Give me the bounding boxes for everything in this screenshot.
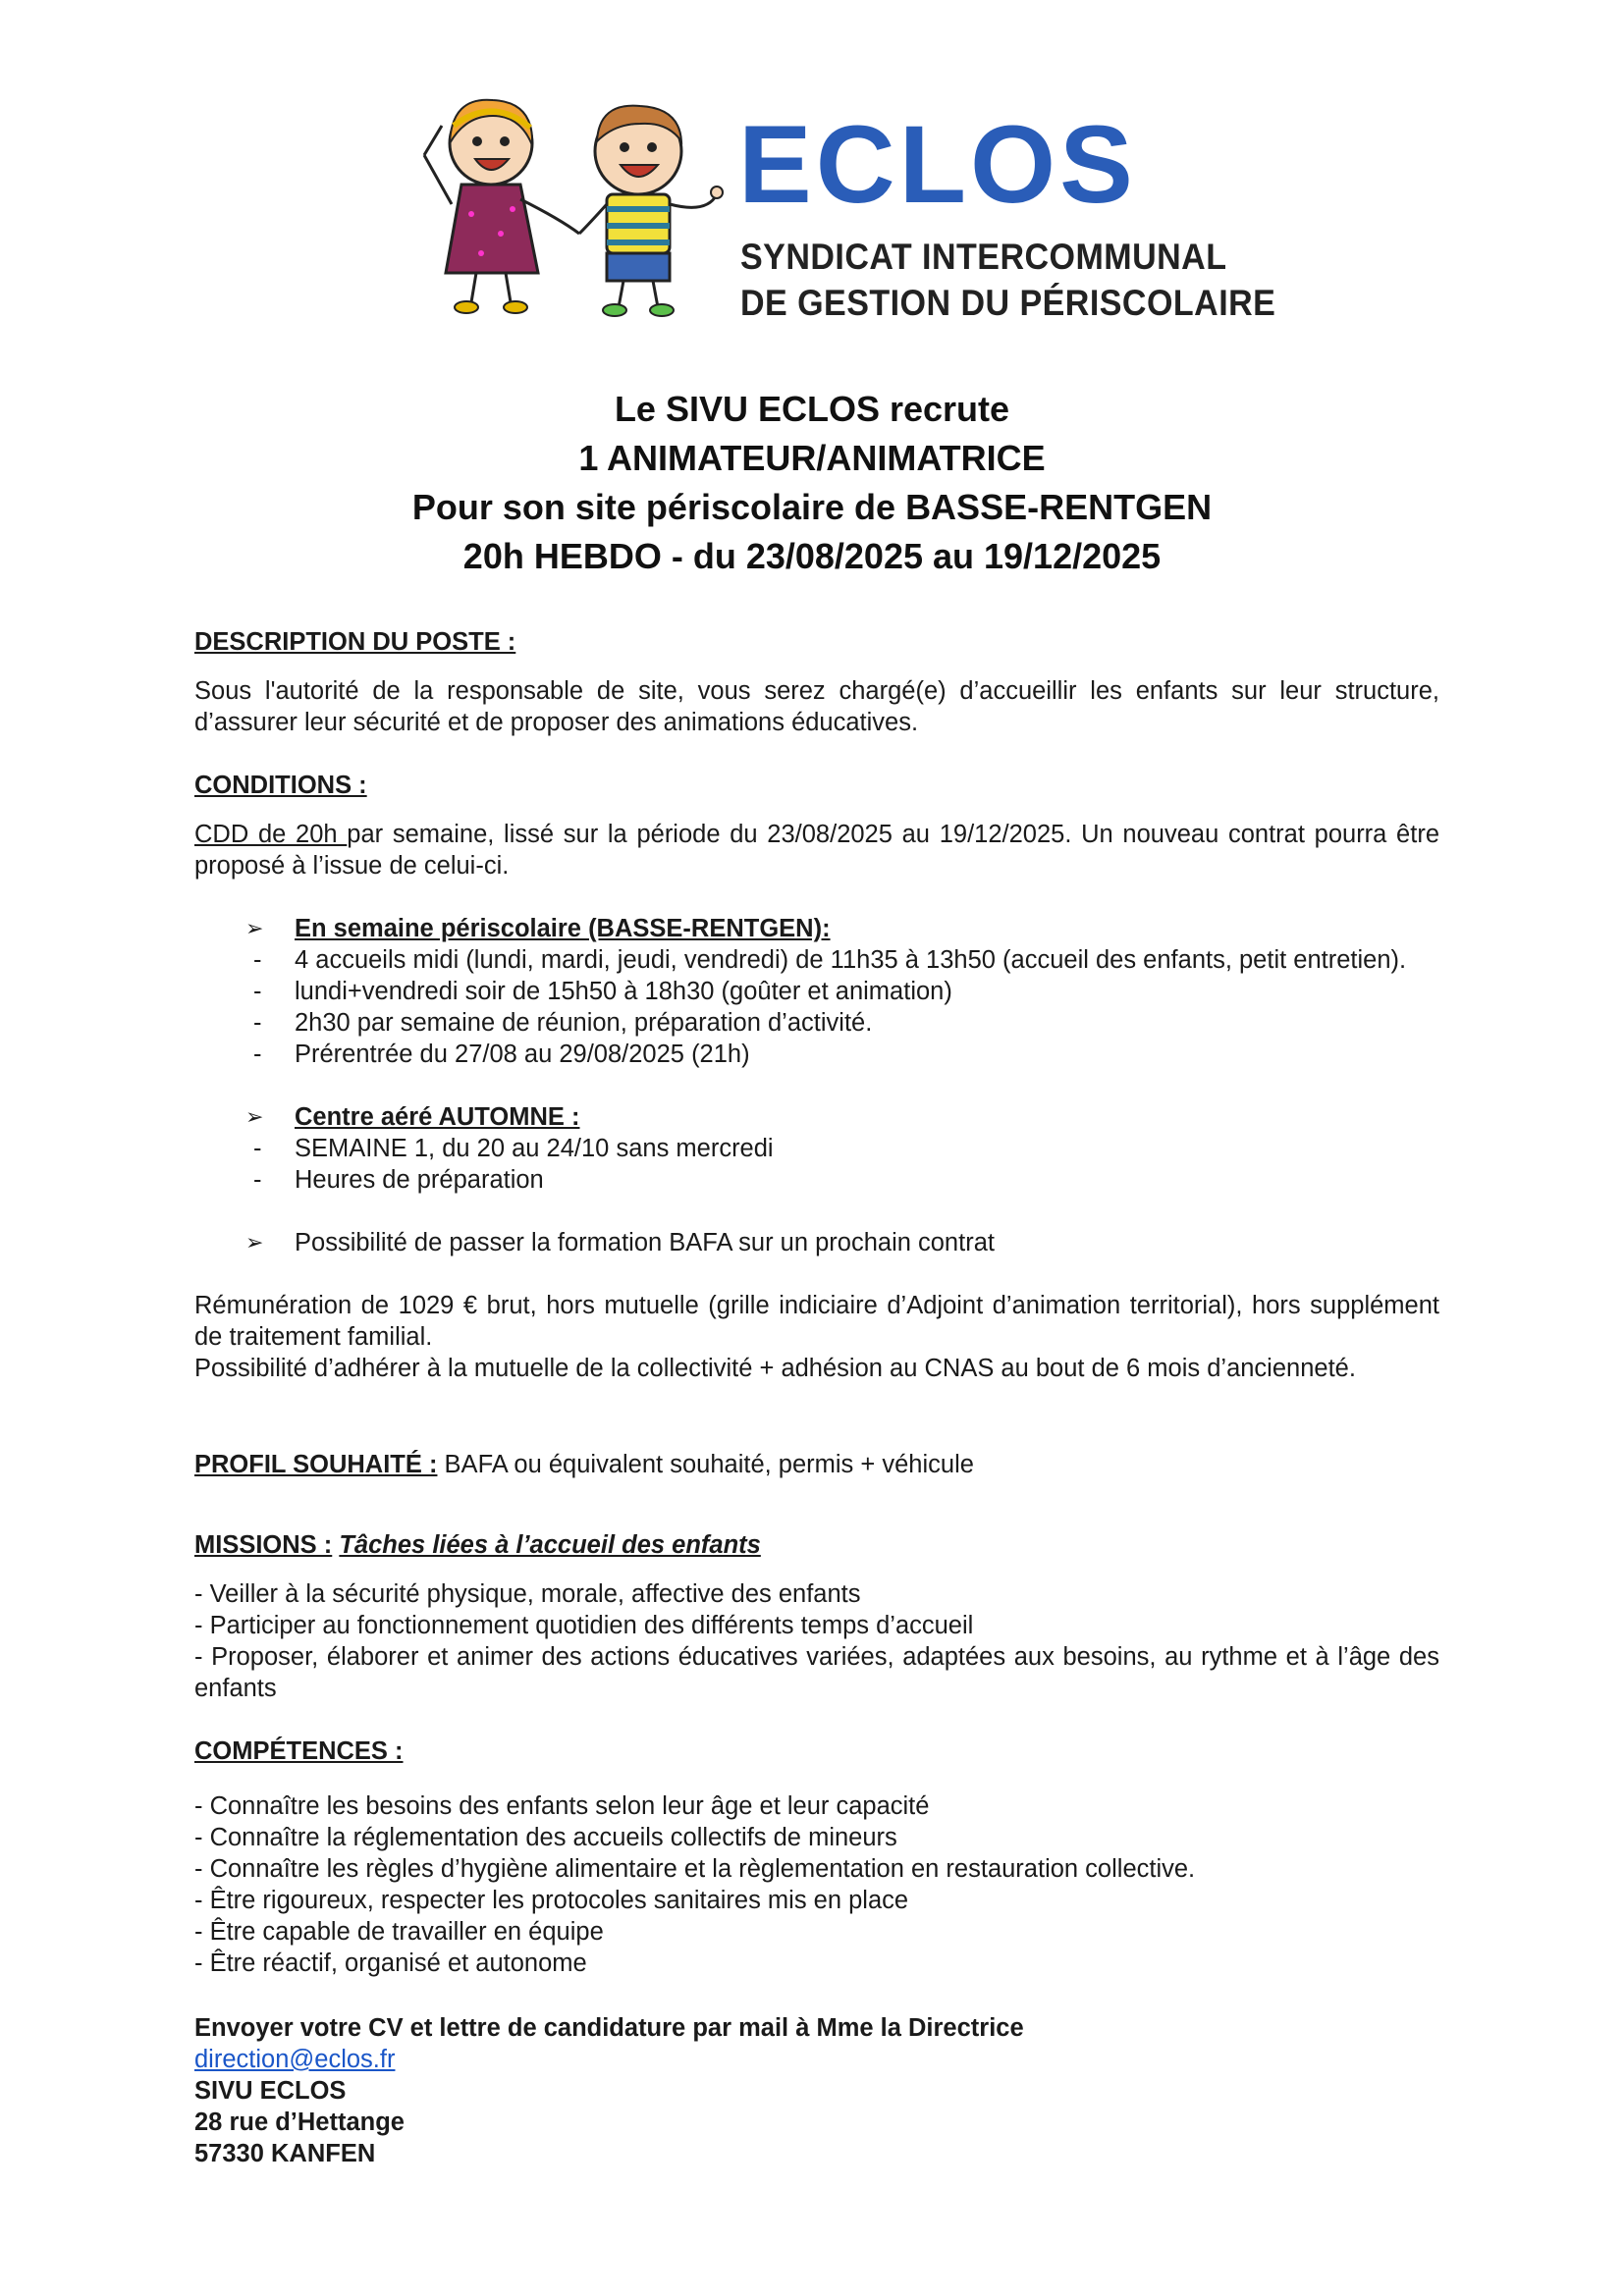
competences-section bbox=[194, 1735, 1439, 1979]
job-title-block bbox=[0, 385, 1624, 581]
list-item: - Être réactif, organisé et autonome bbox=[194, 1949, 587, 1977]
competences-heading: COMPÉTENCES : bbox=[194, 1737, 404, 1765]
list-item: - Être capable de travailler en équipe bbox=[194, 1918, 604, 1946]
centre-aere-title: Centre aéré AUTOMNE : bbox=[295, 1103, 580, 1131]
list-item: - SEMAINE 1, du 20 au 24/10 sans mercredi bbox=[253, 1135, 774, 1162]
list-item: - Participer au fonctionnement quotidien des différents temps d’accueil bbox=[194, 1612, 974, 1639]
contact-org: SIVU ECLOS bbox=[194, 2077, 347, 2105]
title-line-3: Pour son site périscolaire de BASSE-RENTGEN bbox=[411, 487, 1213, 527]
centre-aere-group bbox=[194, 1101, 1439, 1196]
contact-intro: Envoyer votre CV et lettre de candidature par mail à Mme la Directrice bbox=[194, 2014, 1024, 2042]
periscolaire-group bbox=[194, 913, 1439, 1070]
contact-section bbox=[194, 2012, 1439, 2169]
list-item: - 4 accueils midi (lundi, mardi, jeudi, vendredi) de 11h35 à 13h50 (accueil des enfants, petit entretien). bbox=[253, 946, 1407, 974]
list-item: - Connaître les besoins des enfants selon leur âge et leur capacité bbox=[194, 1792, 930, 1820]
boy-figure bbox=[579, 106, 723, 316]
list-item: - Proposer, élaborer et animer des actions éducatives variées, adaptées aux besoins, au rythme et à l’âge des enfants bbox=[194, 1643, 1439, 1702]
contact-city: 57330 KANFEN bbox=[194, 2140, 376, 2167]
list-item: - lundi+vendredi soir de 15h50 à 18h30 (goûter et animation) bbox=[253, 978, 952, 1005]
arrow-bullet-icon: ➢ bbox=[245, 1230, 264, 1255]
list-item: - Connaître la réglementation des accueils collectifs de mineurs bbox=[194, 1824, 897, 1851]
list-item: - Heures de préparation bbox=[253, 1166, 544, 1194]
missions-section bbox=[194, 1529, 1439, 1704]
email-link[interactable]: direction@eclos.fr bbox=[194, 2046, 396, 2073]
competences-list bbox=[194, 1790, 1439, 1979]
missions-heading: MISSIONS : bbox=[194, 1531, 333, 1559]
profil-text: BAFA ou équivalent souhaité, permis + véhicule bbox=[437, 1451, 974, 1478]
remuneration-text: Rémunération de 1029 € brut, hors mutuelle (grille indiciaire d’Adjoint d’animation territorial), hors supplément de traitement familial. bbox=[194, 1292, 1439, 1351]
logo-wordmark: ECLOS bbox=[738, 103, 1137, 226]
mutuelle-text: Possibilité d’adhérer à la mutuelle de la collectivité + adhésion au CNAS au bout de 6 mois d’ancienneté. bbox=[194, 1355, 1356, 1382]
periscolaire-title-item bbox=[194, 913, 1439, 944]
list-item: - Être rigoureux, respecter les protocoles sanitaires mis en place bbox=[194, 1887, 909, 1914]
girl-figure bbox=[424, 100, 579, 313]
title-line-2: 1 ANIMATEUR/ANIMATRICE bbox=[578, 438, 1046, 478]
description-section bbox=[194, 626, 1439, 738]
children-illustration bbox=[422, 86, 746, 322]
arrow-bullet-icon: ➢ bbox=[245, 916, 264, 940]
bafa-text: Possibilité de passer la formation BAFA sur un prochain contrat bbox=[295, 1229, 995, 1256]
periscolaire-title: En semaine périscolaire (BASSE-RENTGEN): bbox=[295, 915, 831, 942]
arrow-bullet-icon: ➢ bbox=[245, 1104, 264, 1129]
missions-list bbox=[194, 1578, 1439, 1704]
description-heading: DESCRIPTION DU POSTE : bbox=[194, 628, 516, 656]
profil-heading: PROFIL SOUHAITÉ : bbox=[194, 1451, 438, 1478]
list-item: - Veiller à la sécurité physique, morale, affective des enfants bbox=[194, 1580, 861, 1608]
conditions-section bbox=[194, 770, 1439, 1384]
description-text: Sous l'autorité de la responsable de site, vous serez chargé(e) d’accueillir les enfants sur leur structure, d’assurer leur sécurité et de proposer des animations éducatives. bbox=[194, 677, 1439, 736]
list-item: - Prérentrée du 27/08 au 29/08/2025 (21h) bbox=[253, 1041, 750, 1068]
contact-street: 28 rue d’Hettange bbox=[194, 2109, 405, 2136]
conditions-text bbox=[194, 819, 1439, 881]
list-item: - 2h30 par semaine de réunion, préparation d’activité. bbox=[253, 1009, 873, 1037]
centre-aere-title-item bbox=[194, 1101, 1439, 1133]
missions-heading-line bbox=[194, 1529, 1439, 1561]
conditions-heading: CONDITIONS : bbox=[194, 772, 367, 799]
missions-subheading: Tâches liées à l’accueil des enfants bbox=[339, 1531, 761, 1559]
title-line-1: Le SIVU ECLOS recrute bbox=[614, 389, 1010, 429]
logo-subtitle-line2: DE GESTION DU PÉRISCOLAIRE bbox=[740, 283, 1276, 323]
list-item: - Connaître les règles d’hygiène alimentaire et la règlementation en restauration collective. bbox=[194, 1855, 1196, 1883]
logo-subtitle-line1: SYNDICAT INTERCOMMUNAL bbox=[740, 237, 1227, 277]
bafa-item bbox=[194, 1227, 1439, 1258]
conditions-contract-type: CDD de 20h bbox=[194, 821, 348, 848]
profil-line bbox=[194, 1449, 1439, 1480]
profil-section bbox=[194, 1449, 1439, 1480]
conditions-contract-details: par semaine, lissé sur la période du 23/08/2025 au 19/12/2025. Un nouveau contrat pourra être proposé à l’issue de celui-ci. bbox=[194, 821, 1440, 880]
title-line-4: 20h HEBDO - du 23/08/2025 au 19/12/2025 bbox=[462, 536, 1162, 576]
